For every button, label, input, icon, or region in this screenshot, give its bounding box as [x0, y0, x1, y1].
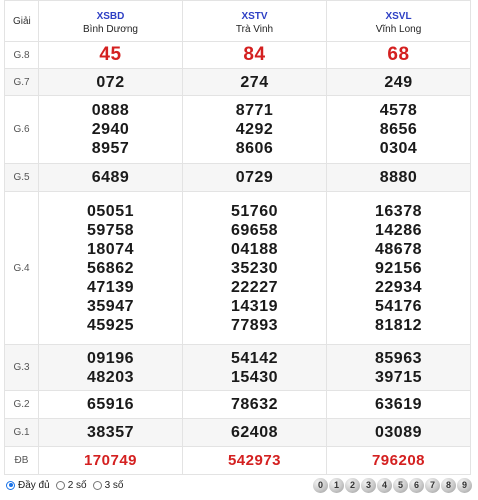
prize-cell: [39, 69, 183, 96]
display-options-bar: [6, 474, 472, 496]
prize-row-db: [5, 447, 471, 475]
prize-number: 170749: [83, 452, 138, 469]
prize-number: 8606: [235, 140, 274, 157]
prize-cell: [327, 447, 471, 475]
prize-label: G.6: [5, 96, 39, 164]
prize-number: 249: [384, 73, 413, 91]
prize-cell: [39, 42, 183, 69]
prize-number: 8880: [379, 169, 418, 186]
prize-cell: [327, 69, 471, 96]
digit-ball-8[interactable]: 8: [441, 478, 456, 493]
prize-number: 69658: [231, 221, 278, 239]
prize-number: 38357: [87, 424, 134, 441]
prize-label: G.1: [5, 419, 39, 447]
prize-cell: [39, 419, 183, 447]
digit-mode-options: [6, 480, 130, 491]
radio-button[interactable]: [93, 481, 102, 490]
prize-number: 84: [243, 44, 266, 65]
prize-number: 85963: [375, 349, 422, 367]
prize-cell: [39, 164, 183, 192]
results-table: [4, 0, 471, 475]
prize-label: G.2: [5, 391, 39, 419]
prize-cell: [183, 419, 327, 447]
prize-number: 18074: [87, 240, 134, 258]
prize-number: 63619: [375, 396, 422, 413]
prize-number: 22227: [231, 278, 278, 296]
digit-ball-9[interactable]: 9: [457, 478, 472, 493]
header-row: [5, 1, 471, 42]
prize-number: 16378: [375, 202, 422, 220]
prize-number: 542973: [227, 452, 282, 469]
prize-label: ĐB: [5, 447, 39, 475]
digit-ball-3[interactable]: 3: [361, 478, 376, 493]
province-header-1[interactable]: [39, 1, 183, 42]
prize-cell: [327, 164, 471, 192]
prize-number: 072: [96, 73, 125, 91]
prize-cell: [327, 345, 471, 391]
prize-cell: [183, 345, 327, 391]
prize-number: 48678: [375, 240, 422, 258]
prize-row-g5: [5, 164, 471, 192]
radio-button[interactable]: [56, 481, 65, 490]
prize-cell: [39, 192, 183, 345]
digit-mode-option[interactable]: [56, 480, 87, 491]
prize-number: 68: [387, 44, 410, 65]
prize-label: G.4: [5, 192, 39, 345]
prize-number: 78632: [231, 396, 278, 413]
prize-number: 47139: [87, 278, 134, 296]
prize-number: 45925: [87, 316, 134, 334]
prize-number: 39715: [375, 368, 422, 386]
prize-number: 45: [99, 44, 122, 65]
digit-ball-0[interactable]: 0: [313, 478, 328, 493]
province-name: Bình Dương: [83, 23, 138, 35]
digit-ball-4[interactable]: 4: [377, 478, 392, 493]
prize-number: 54176: [375, 297, 422, 315]
province-code[interactable]: XSVL: [385, 10, 412, 22]
prize-column-header: Giải: [5, 1, 39, 42]
prize-label: G.8: [5, 42, 39, 69]
prize-number: 15430: [231, 368, 278, 386]
prize-number: 59758: [87, 221, 134, 239]
prize-number: 796208: [371, 452, 426, 469]
prize-number: 0888: [91, 102, 130, 119]
province-code[interactable]: XSTV: [241, 10, 268, 22]
prize-number: 35947: [87, 297, 134, 315]
prize-number: 35230: [231, 259, 278, 277]
digit-ball-7[interactable]: 7: [425, 478, 440, 493]
prize-number: 92156: [375, 259, 422, 277]
prize-cell: [327, 391, 471, 419]
prize-number: 6489: [91, 169, 130, 186]
prize-row-g8: [5, 42, 471, 69]
prize-number: 51760: [231, 202, 278, 220]
digit-ball-5[interactable]: 5: [393, 478, 408, 493]
prize-row-g3: [5, 345, 471, 391]
digit-ball-1[interactable]: 1: [329, 478, 344, 493]
prize-cell: [183, 192, 327, 345]
prize-cell: [183, 69, 327, 96]
prize-number: 65916: [87, 396, 134, 413]
digit-ball-6[interactable]: 6: [409, 478, 424, 493]
prize-label: G.7: [5, 69, 39, 96]
prize-number: 14286: [375, 221, 422, 239]
digit-filter-balls: [313, 478, 472, 493]
digit-mode-option[interactable]: [6, 480, 50, 491]
prize-row-g1: [5, 419, 471, 447]
option-label: Đầy đủ: [18, 479, 50, 491]
prize-number: 22934: [375, 278, 422, 296]
prize-number: 14319: [231, 297, 278, 315]
province-code[interactable]: XSBD: [96, 10, 125, 22]
prize-row-g7: [5, 69, 471, 96]
prize-cell: [39, 447, 183, 475]
province-header-2[interactable]: [183, 1, 327, 42]
prize-number: 81812: [375, 316, 422, 334]
prize-number: 8656: [379, 121, 418, 138]
prize-number: 56862: [87, 259, 134, 277]
prize-cell: [183, 96, 327, 164]
prize-number: 0729: [235, 169, 274, 186]
prize-number: 4292: [235, 121, 274, 138]
option-label: 3 số: [104, 479, 124, 491]
prize-cell: [327, 42, 471, 69]
prize-cell: [39, 96, 183, 164]
radio-button[interactable]: [6, 481, 15, 490]
prize-row-g2: [5, 391, 471, 419]
prize-cell: [327, 192, 471, 345]
province-header-3[interactable]: [327, 1, 471, 42]
prize-cell: [327, 419, 471, 447]
prize-number: 77893: [231, 316, 278, 334]
prize-number: 05051: [87, 202, 134, 220]
prize-cell: [39, 391, 183, 419]
prize-cell: [183, 447, 327, 475]
prize-number: 8771: [235, 102, 274, 119]
prize-number: 62408: [231, 424, 278, 441]
prize-number: 09196: [87, 349, 134, 367]
province-name: Trà Vinh: [235, 23, 274, 35]
digit-mode-option[interactable]: [93, 480, 124, 491]
prize-number: 48203: [87, 368, 134, 386]
prize-number: 274: [240, 73, 269, 91]
prize-number: 54142: [231, 349, 278, 367]
option-label: 2 số: [67, 479, 87, 491]
prize-number: 4578: [379, 102, 418, 119]
prize-row-g6: [5, 96, 471, 164]
prize-cell: [39, 345, 183, 391]
prize-cell: [327, 96, 471, 164]
prize-cell: [183, 391, 327, 419]
prize-cell: [183, 164, 327, 192]
prize-row-g4: [5, 192, 471, 345]
prize-number: 2940: [91, 121, 130, 138]
province-name: Vĩnh Long: [375, 23, 422, 35]
prize-number: 8957: [91, 140, 130, 157]
prize-label: G.5: [5, 164, 39, 192]
prize-number: 04188: [231, 240, 278, 258]
prize-cell: [183, 42, 327, 69]
prize-label: G.3: [5, 345, 39, 391]
digit-ball-2[interactable]: 2: [345, 478, 360, 493]
prize-number: 0304: [379, 140, 418, 157]
prize-number: 03089: [375, 424, 422, 441]
